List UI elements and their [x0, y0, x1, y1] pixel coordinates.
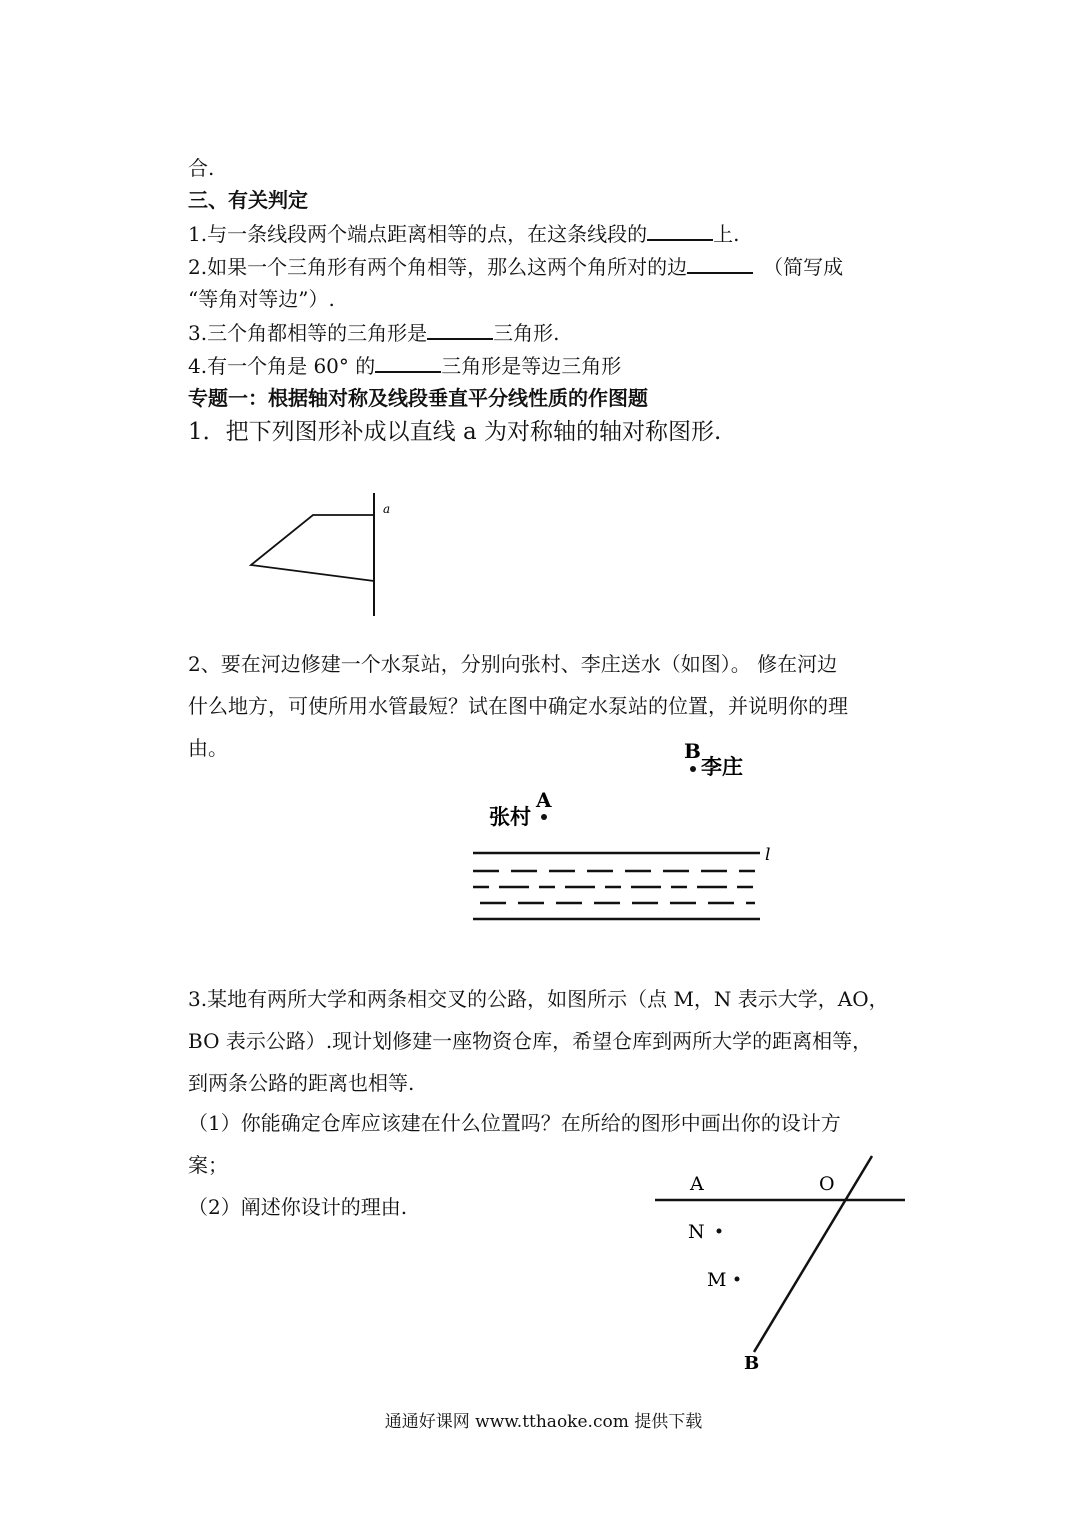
question-4-text: 4.有一个角是 60° 的 [188, 354, 376, 378]
question-2 [188, 252, 843, 281]
village-lizhuang: 李庄 [701, 754, 743, 779]
axis-label: a [383, 502, 391, 516]
question-4-end: 三角形是等边三角形 [441, 354, 622, 378]
line-l-label: l [765, 845, 771, 865]
problem-3-line-3: 到两条公路的距离也相等. [188, 1071, 415, 1095]
half-shape [251, 515, 374, 581]
question-3 [188, 318, 559, 347]
river-figure [470, 735, 790, 930]
question-4 [188, 351, 621, 380]
point-m-dot [735, 1277, 740, 1282]
problem-3-line-6: （2）阐述你设计的理由. [188, 1195, 408, 1219]
road-bo [754, 1156, 872, 1352]
answer-blank-1[interactable] [647, 219, 713, 241]
problem-3-line-1: 3.某地有两所大学和两条相交叉的公路，如图所示（点 M，N 表示大学，AO， [188, 987, 889, 1011]
point-n-dot [717, 1229, 722, 1234]
point-n-label: N [688, 1221, 705, 1243]
point-a-dot [541, 814, 547, 820]
answer-blank-2[interactable] [687, 252, 753, 274]
question-3-end: 三角形. [493, 321, 560, 345]
problem-1: 1．把下列图形补成以直线 a 为对称轴的轴对称图形. [188, 419, 722, 445]
roads-figure [650, 1150, 910, 1380]
point-m-label: M [707, 1269, 727, 1291]
point-a-label: A [536, 788, 552, 812]
point-b-dot [690, 766, 696, 772]
question-1-end: 上. [713, 222, 740, 246]
question-2-end: （简写成 [763, 255, 844, 279]
problem-3-line-5: 案； [188, 1153, 228, 1177]
question-1 [188, 219, 739, 248]
page-footer: 通通好课网 www.tthaoke.com 提供下载 [384, 1412, 703, 1432]
answer-blank-3[interactable] [427, 318, 493, 340]
question-1-text: 1.与一条线段两个端点距离相等的点，在这条线段的 [188, 222, 648, 246]
point-b-label: B [684, 739, 701, 763]
question-2-cont: “等角对等边”）. [188, 287, 335, 311]
point-a-label: A [690, 1173, 704, 1195]
problem-2-line-1: 2、要在河边修建一个水泵站，分别向张村、李庄送水（如图）。 修在河边 [188, 652, 838, 676]
section-heading: 三、有关判定 [188, 188, 308, 212]
continued-text: 合. [188, 156, 215, 180]
symmetry-figure [240, 485, 400, 625]
village-zhangcun: 张村 [489, 804, 531, 829]
question-3-text: 3.三个角都相等的三角形是 [188, 321, 428, 345]
point-b-label: B [744, 1353, 760, 1374]
question-2-text: 2.如果一个三角形有两个角相等，那么这两个角所对的边 [188, 255, 688, 279]
answer-blank-4[interactable] [375, 351, 441, 373]
problem-2-line-3: 由。 [188, 736, 228, 760]
point-o-label: O [819, 1173, 835, 1195]
problem-3-line-4: （1）你能确定仓库应该建在什么位置吗？在所给的图形中画出你的设计方 [188, 1111, 841, 1135]
problem-3-line-2: BO 表示公路）.现计划修建一座物资仓库，希望仓库到两所大学的距离相等， [188, 1029, 873, 1053]
topic-heading: 专题一：根据轴对称及线段垂直平分线性质的作图题 [188, 386, 648, 410]
problem-2-line-2: 什么地方，可使所用水管最短？试在图中确定水泵站的位置，并说明你的理 [188, 694, 848, 718]
